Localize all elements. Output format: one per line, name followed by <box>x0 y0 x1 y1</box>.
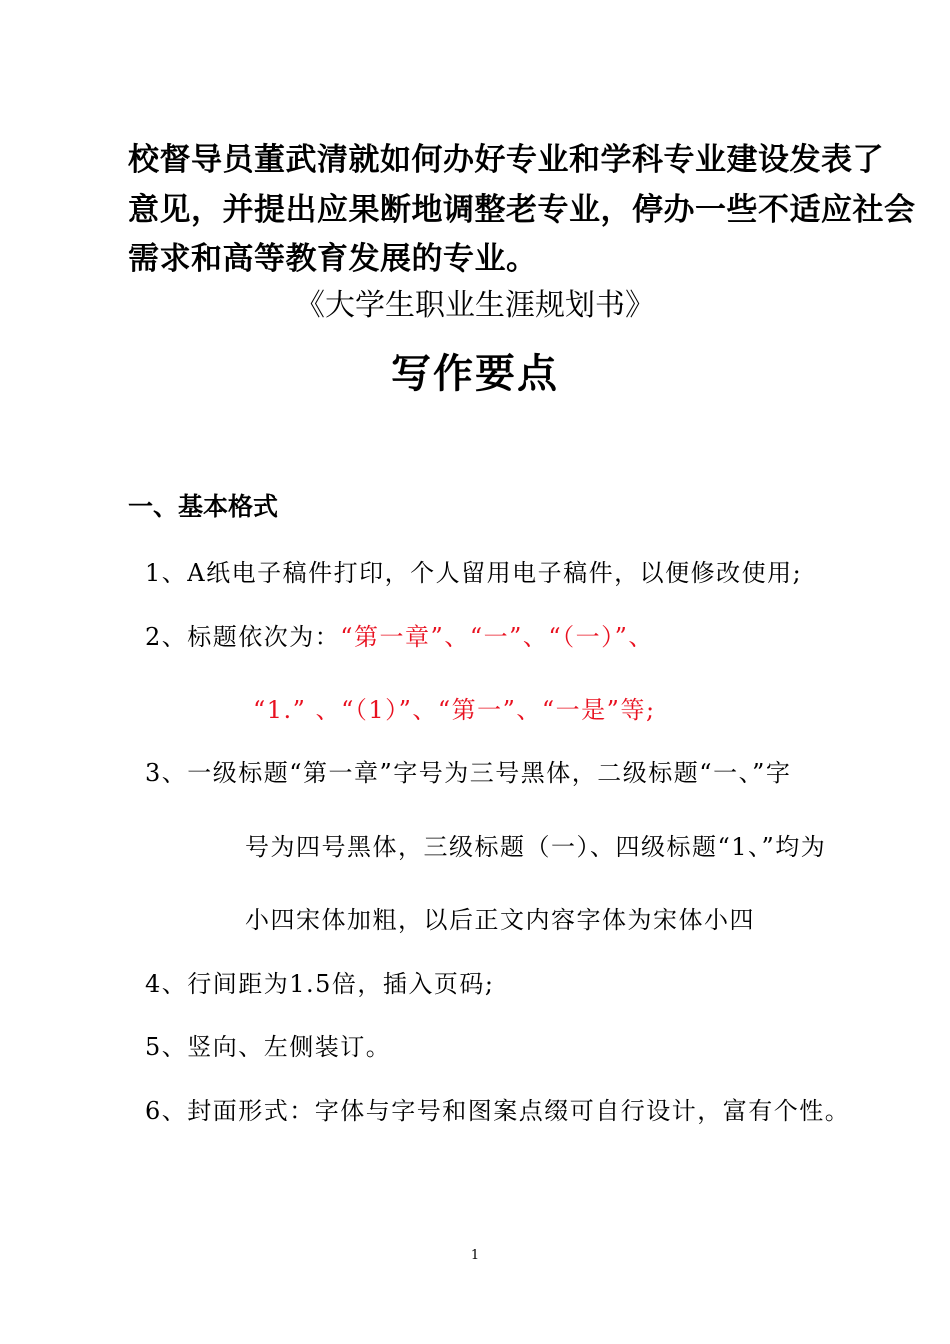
document-subtitle: 《大学生职业生涯规划书》 <box>295 288 655 323</box>
list-item-2 <box>145 617 654 652</box>
list-item-4: 4、行间距为1.5倍，插入页码; <box>145 970 495 998</box>
list-item-6: 6、封面形式：字体与字号和图案点缀可自行设计，富有个性。 <box>145 1097 851 1125</box>
list-item-1: 1、A纸电子稿件打印，个人留用电子稿件，以便修改使用; <box>145 559 803 587</box>
list-item-3-line-3: 小四宋体加粗，以后正文内容字体为宋体小四 <box>245 906 755 934</box>
list-item-3-line-1: 3、一级标题“第一章”字号为三号黑体，二级标题“一、”字 <box>145 759 792 787</box>
intro-line-1: 校督导员董武清就如何办好专业和学科专业建设发表了 <box>128 142 884 178</box>
document-title: 写作要点 <box>391 351 559 397</box>
page-number: 1 <box>470 1248 480 1263</box>
list-item-3-line-2: 号为四号黑体，三级标题（一）、四级标题“1、”均为 <box>245 833 827 861</box>
section-heading: 一、基本格式 <box>128 492 279 521</box>
list-item-2-prefix: 2、标题依次为： <box>145 623 341 651</box>
heading-order-examples-1: “第一章”、“一”、“（一）”、 <box>340 623 654 651</box>
intro-line-2: 意见，并提出应果断地调整老专业，停办一些不适应社会 <box>128 192 916 228</box>
heading-order-examples-2: “1.” 、“（1）”、“第一”、“一是”等; <box>253 696 656 724</box>
list-item-5: 5、竖向、左侧装订。 <box>145 1033 392 1061</box>
intro-line-3: 需求和高等教育发展的专业。 <box>128 241 538 277</box>
